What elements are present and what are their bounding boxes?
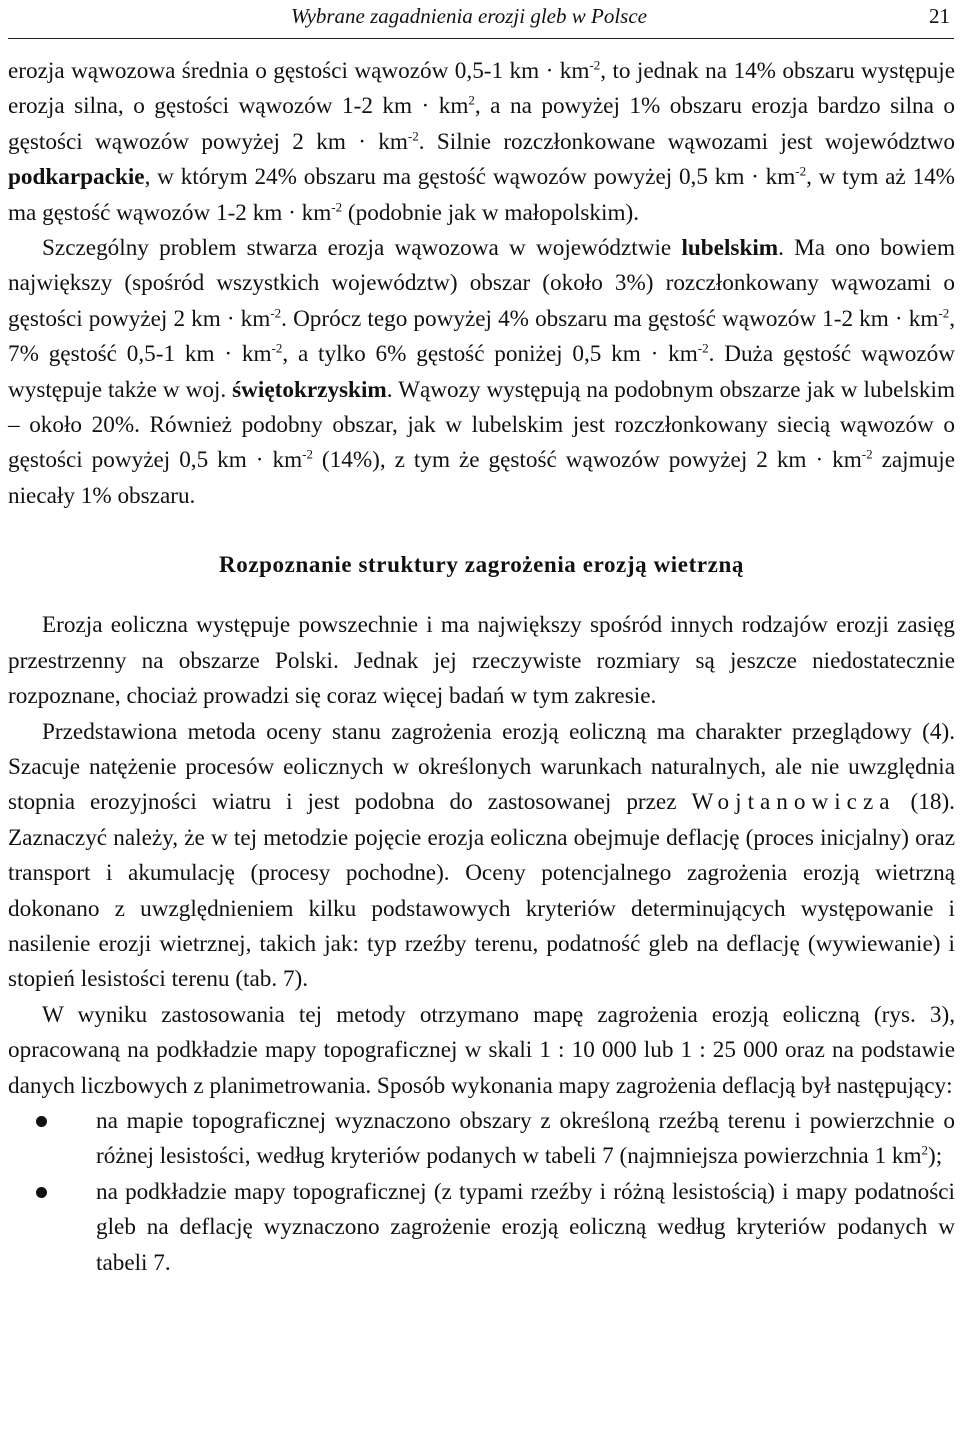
- paragraph-aeolian-intro: Erozja eoliczna występuje powszechnie i ma największy spośród innych rodzajów erozji zasięg przestrzenny na obszarze Polski. Jednak jej rzeczywiste rozmiary są jeszcze niedostatecznie rozpoznane, chociaż prowadzi się coraz więcej badań w tym zakresie.: [8, 612, 955, 710]
- paragraph-map-result: W wyniku zastosowania tej metody otrzymano mapę zagrożenia erozją eoliczną (rys. 3), opracowaną na podkładzie mapy topograficznej w skali 1 : 10 000 lub 1 : 25 000 oraz na podstawie danych liczbowych z planimetrowania. Sposób wykonania mapy zagrożenia deflacją był następujący:: [8, 1001, 955, 1099]
- running-header: [8, 0, 954, 39]
- page-body: [8, 54, 955, 1281]
- list-item: na podkładzie mapy topograficznej (z typami rzeźby i różną lesistością) i mapy podatności gleb na deflację wyznaczono zagrożenie erozją eoliczną według kryteriów podanych w tabeli 7.: [8, 1175, 955, 1281]
- paragraph-method: Przedstawiona metoda oceny stanu zagrożenia erozją eoliczną ma charakter przeglądowy (4). Szacuje natężenie procesów eolicznych w określonych warunkach naturalnych, ale nie uwzględnia stopnia erozyjności wiatru i jest podobna do zastosowanej przez Wojtanowicza (18). Zaznaczyć należy, że w tej metodzie pojęcie erozja eoliczna obejmuje deflację (proces inicjalny) oraz transport i akumulację (procesy pochodne). Oceny potencjalnego zagrożenia erozją wietrzną dokonano z uwzględnieniem kilku podstawowych kryteriów determinujących występowanie i nasilenie erozji wietrznej, takich jak: typ rzeźby terenu, podatność gleb na deflację (wywiewanie) i stopień lesistości terenu (tab. 7).: [8, 718, 955, 993]
- paragraph-lubelskie: Szczególny problem stwarza erozja wąwozowa w województwie lubelskim. Ma ono bowiem największy (spośród wszystkich województw) obszar (około 3%) rozczłonkowany wąwozami o gęstości powyżej 2 km · $km^{-2}$. Oprócz tego powyżej 4% obszaru ma gęstość wąwozów 1-2 km · $km^{-2}$, 7% gęstość 0,5-1 km · $km^{-2}$, a tylko 6% gęstość poniżej 0,5 km · $km^{-2}$. Duża gęstość wąwozów występuje także w woj. świętokrzyskim. Wąwozy występują na podobnym obszarze jak w lubelskim – około 20%. Również podobny obszar, jak w lubelskim jest rozczłonkowany siecią wąwozów o gęstości powyżej 0,5 km · $km^{-2}$ (14%), z tym że gęstość wąwozów powyżej 2 km · $km^{-2}$ zajmuje niecały 1% obszaru.: [8, 235, 956, 509]
- running-title: Wybrane zagadnienia erozji gleb w Polsce: [291, 4, 647, 28]
- bullet-list: [8, 1104, 955, 1281]
- bullet-icon: [36, 1116, 47, 1127]
- region-podkarpackie: podkarpackie: [8, 164, 145, 191]
- region-lubelskie: lubelskim: [681, 235, 779, 262]
- author-name: Wojtanowicza: [691, 789, 896, 816]
- paragraph-gully-erosion-continued: erozja wąwozowa średnia o gęstości wąwozów 0,5-1 km · $km^{-2}$, to jednak na 14% obszaru występuje erozja silna, o gęstości wąwozów 1-2 km · $km^2$, a na powyżej 1% obszaru erozja bardzo silna o gęstości wąwozów powyżej 2 km · $km^{-2}$. Silnie rozczłonkowane wąwozami jest województwo podkarpackie, w którym 24% obszaru ma gęstość wąwozów powyżej 0,5 km · $km^{-2}$, w tym aż 14% ma gęstość wąwozów 1-2 km · $km^{-2}$ (podobnie jak w małopolskim).: [8, 57, 956, 226]
- section-heading: Rozpoznanie struktury zagrożenia erozją wietrzną: [219, 552, 744, 578]
- page-number: 21: [929, 4, 950, 28]
- list-item: na mapie topograficznej wyznaczono obszary z określoną rzeźbą terenu i powierzchnie o różnej lesistości, według kryteriów podanych w tabeli 7 (najmniejsza powierzchnia 1 $km^2$);: [8, 1104, 955, 1175]
- region-swietokrzyskie: świętokrzyskim: [232, 376, 387, 403]
- bullet-icon: [36, 1187, 47, 1198]
